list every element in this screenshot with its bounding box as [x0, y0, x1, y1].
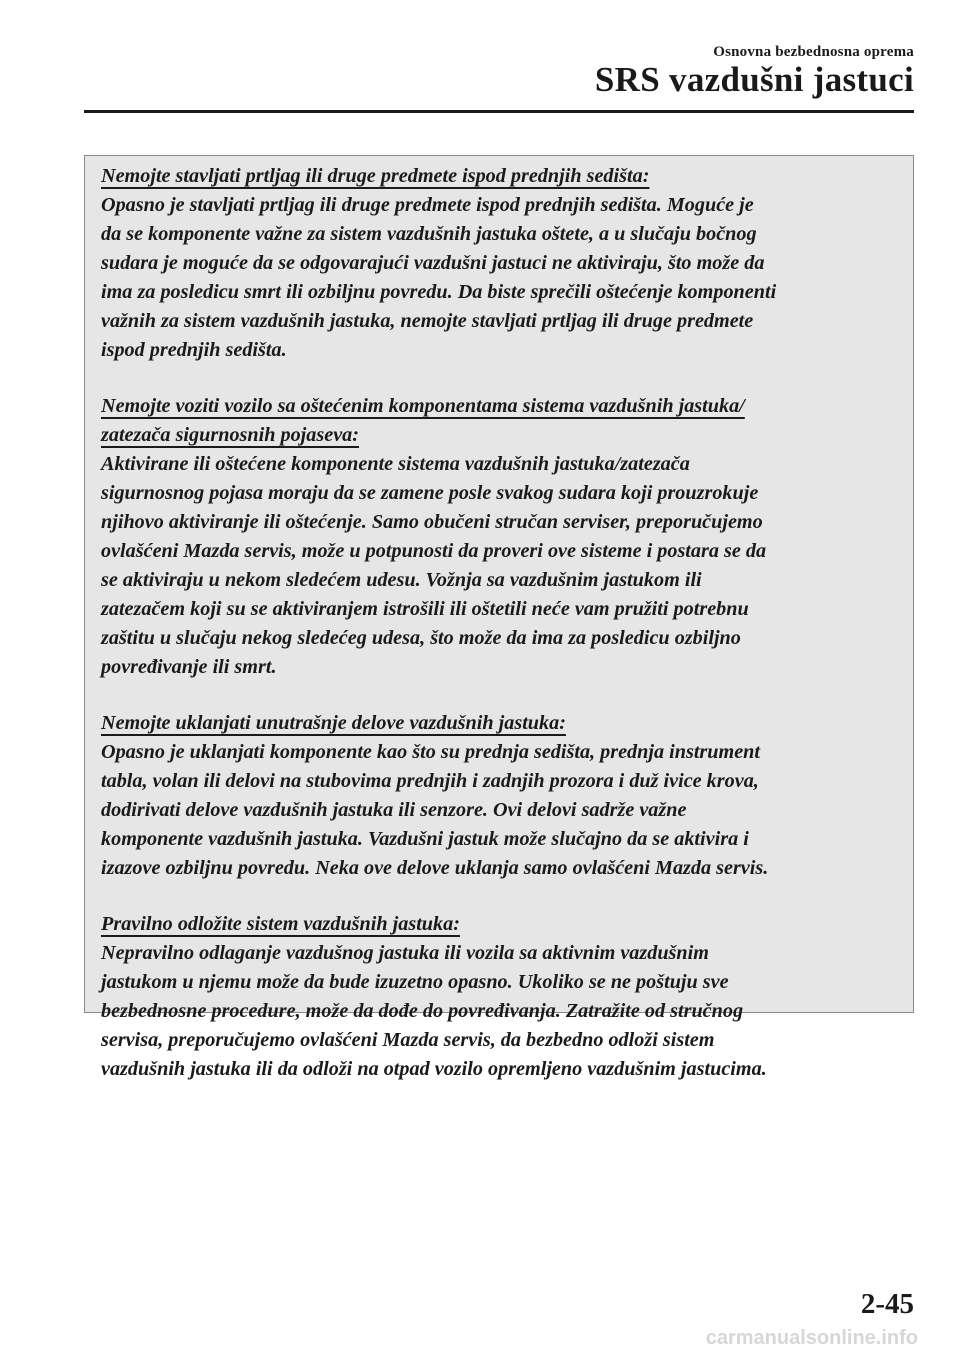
- body-line: Opasno je stavljati prtljag ili druge predmete ispod prednjih sedišta. Moguće je: [101, 194, 754, 216]
- body-line: servisa, preporučujemo ovlašćeni Mazda servis, da bezbedno odloži sistem: [101, 1029, 715, 1051]
- body-line: dodirivati delove vazdušnih jastuka ili senzore. Ovi delovi sadrže važne: [101, 799, 687, 821]
- body-line: zatezačem koji su se aktiviranjem istrošili ili oštetili neće vam pružiti potrebnu: [101, 598, 749, 620]
- body-line: sudara je moguće da se odgovarajući vazdušni jastuci ne aktiviraju, što može da: [101, 252, 765, 274]
- warning-heading: Pravilno odložite sistem vazdušnih jastuka:: [101, 913, 460, 935]
- body-line: vazdušnih jastuka ili da odloži na otpad vozilo opremljeno vazdušnim jastucima.: [101, 1058, 767, 1080]
- body-line: da se komponente važne za sistem vazdušnih jastuka oštete, a u slučaju bočnog: [101, 223, 757, 245]
- body-line: ovlašćeni Mazda servis, može u potpunosti da proveri ove sisteme i postara se da: [101, 540, 767, 562]
- body-line: ispod prednjih sedišta.: [101, 339, 287, 361]
- warning-item-damaged-components: [101, 392, 903, 682]
- warning-body: [101, 939, 903, 1084]
- page-number: 2-45: [860, 1288, 914, 1320]
- body-line: sigurnosnog pojasa moraju da se zamene posle svakog sudara koji prouzrokuje: [101, 482, 759, 504]
- warning-body: [101, 450, 903, 682]
- body-line: jastukom u njemu može da bude izuzetno opasno. Ukoliko se ne poštuju sve: [101, 971, 729, 993]
- warning-heading: Nemojte uklanjati unutrašnje delove vazdušnih jastuka:: [101, 712, 566, 734]
- warning-item-interior-parts: [101, 709, 903, 883]
- body-line: bezbednosne procedure, može da dođe do povređivanja. Zatražite od stručnog: [101, 1000, 744, 1022]
- body-line: se aktiviraju u nekom sledećem udesu. Vožnja sa vazdušnim jastukom ili: [101, 569, 702, 591]
- body-line: Aktivirane ili oštećene komponente sistema vazdušnih jastuka/zatezača: [101, 453, 690, 475]
- warning-heading-line: zatezača sigurnosnih pojaseva:: [101, 424, 359, 446]
- warning-heading: [101, 392, 903, 450]
- warning-item-disposal: [101, 910, 903, 1084]
- page-title: SRS vazdušni jastuci: [594, 60, 914, 99]
- body-line: komponente vazdušnih jastuka. Vazdušni jastuk može slučajno da se aktivira i: [101, 828, 749, 850]
- body-line: tabla, volan ili delovi na stubovima prednjih i zadnjih prozora i duž ivice krova,: [101, 770, 759, 792]
- body-line: važnih za sistem vazdušnih jastuka, nemojte stavljati prtljag ili druge predmete: [101, 310, 754, 332]
- body-line: povređivanje ili smrt.: [101, 656, 277, 678]
- body-line: zaštitu u slučaju nekog sledećeg udesa, što može da ima za posledicu ozbiljno: [101, 627, 741, 649]
- body-line: Nepravilno odlaganje vazdušnog jastuka ili vozila sa aktivnim vazdušnim: [101, 942, 709, 964]
- section-label: Osnovna bezbednosna oprema: [713, 44, 914, 60]
- warning-body: [101, 191, 903, 365]
- watermark-text: carmanualsonline.info: [705, 1327, 918, 1349]
- warning-heading: Nemojte stavljati prtljag ili druge predmete ispod prednjih sedišta:: [101, 165, 650, 187]
- body-line: Opasno je uklanjati komponente kao što su prednja sedišta, prednja instrument: [101, 741, 761, 763]
- body-line: njihovo aktiviranje ili oštećenje. Samo obučeni stručan serviser, preporučujemo: [101, 511, 763, 533]
- warning-box: [84, 155, 914, 1080]
- body-line: izazove ozbiljnu povredu. Neka ove delove uklanja samo ovlašćeni Mazda servis.: [101, 857, 769, 879]
- body-line: ima za posledicu smrt ili ozbiljnu povredu. Da biste sprečili oštećenje komponenti: [101, 281, 777, 303]
- warning-heading-line: Nemojte voziti vozilo sa oštećenim komponentama sistema vazdušnih jastuka/: [101, 395, 745, 417]
- warning-body: [101, 738, 903, 883]
- header-divider: [84, 110, 914, 113]
- warning-item-luggage: [101, 162, 903, 365]
